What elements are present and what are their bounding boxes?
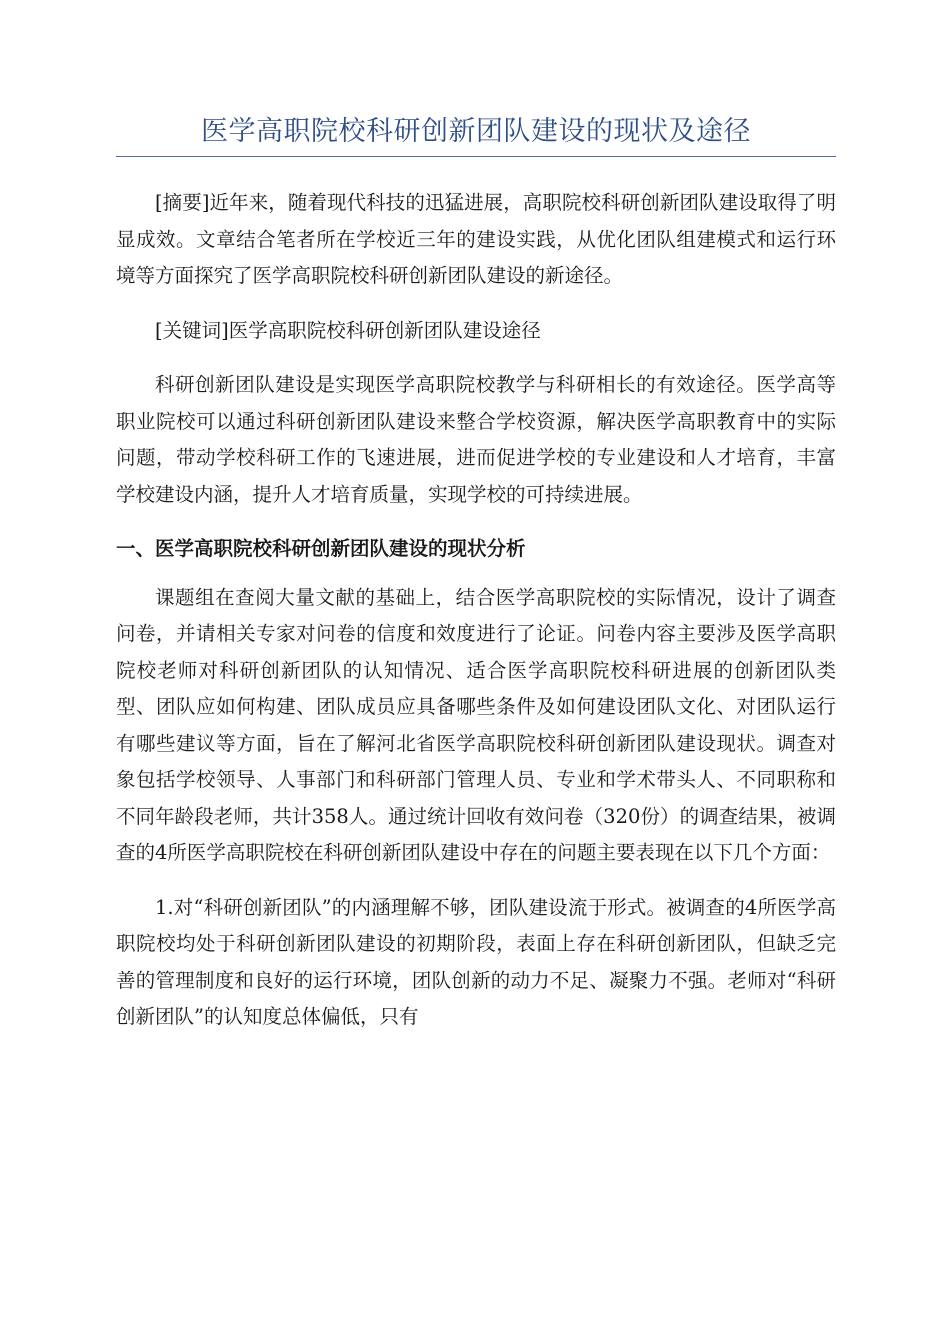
abstract-paragraph: [摘要]近年来，随着现代科技的迅猛进展，高职院校科研创新团队建设取得了明显成效。文章结合笔者所在学校近三年的建设实践，从优化团队组建模式和运行环境等方面探究了医学高职院校科研创新团队建设的新途径。 [116, 191, 836, 287]
document-title: 医学高职院校科研创新团队建设的现状及途径 [116, 112, 836, 157]
intro-paragraph: 科研创新团队建设是实现医学高职院校教学与科研相长的有效途径。医学高等职业院校可以通过科研创新团队建设来整合学校资源，解决医学高职教育中的实际问题，带动学校科研工作的飞速进展，进而促进学校的专业建设和人才培育，丰富学校建设内涵，提升人才培育质量，实现学校的可持续进展。 [116, 373, 836, 506]
keywords-paragraph: [关键词]医学高职院校科研创新团队建设途径 [155, 318, 541, 342]
body-paragraph: 1.对“科研创新团队”的内涵理解不够，团队建设流于形式。被调查的4所医学高职院校均处于科研创新团队建设的初期阶段，表面上存在科研创新团队，但缺乏完善的管理制度和良好的运行环境，团队创新的动力不足、凝聚力不强。老师对“科研创新团队”的认知度总体偏低，只有 [116, 895, 836, 1028]
section-heading: 一、医学高职院校科研创新团队建设的现状分析 [116, 537, 526, 560]
body-paragraph: 课题组在查阅大量文献的基础上，结合医学高职院校的实际情况，设计了调查问卷，并请相关专家对问卷的信度和效度进行了论证。问卷内容主要涉及医学高职院校老师对科研创新团队的认知情况、适合医学高职院校科研进展的创新团队类型、团队应如何构建、团队成员应具备哪些条件及如何建设团队文化、对团队运行有哪些建议等方面，旨在了解河北省医学高职院校科研创新团队建设现状。调查对象包括学校领导、人事部门和科研部门管理人员、专业和学术带头人、不同职称和不同年龄段老师，共计358人。通过统计回收有效问卷（320份）的调查结果，被调查的4所医学高职院校在科研创新团队建设中存在的问题主要表现在以下几个方面： [116, 585, 836, 864]
document-page [116, 112, 836, 1036]
